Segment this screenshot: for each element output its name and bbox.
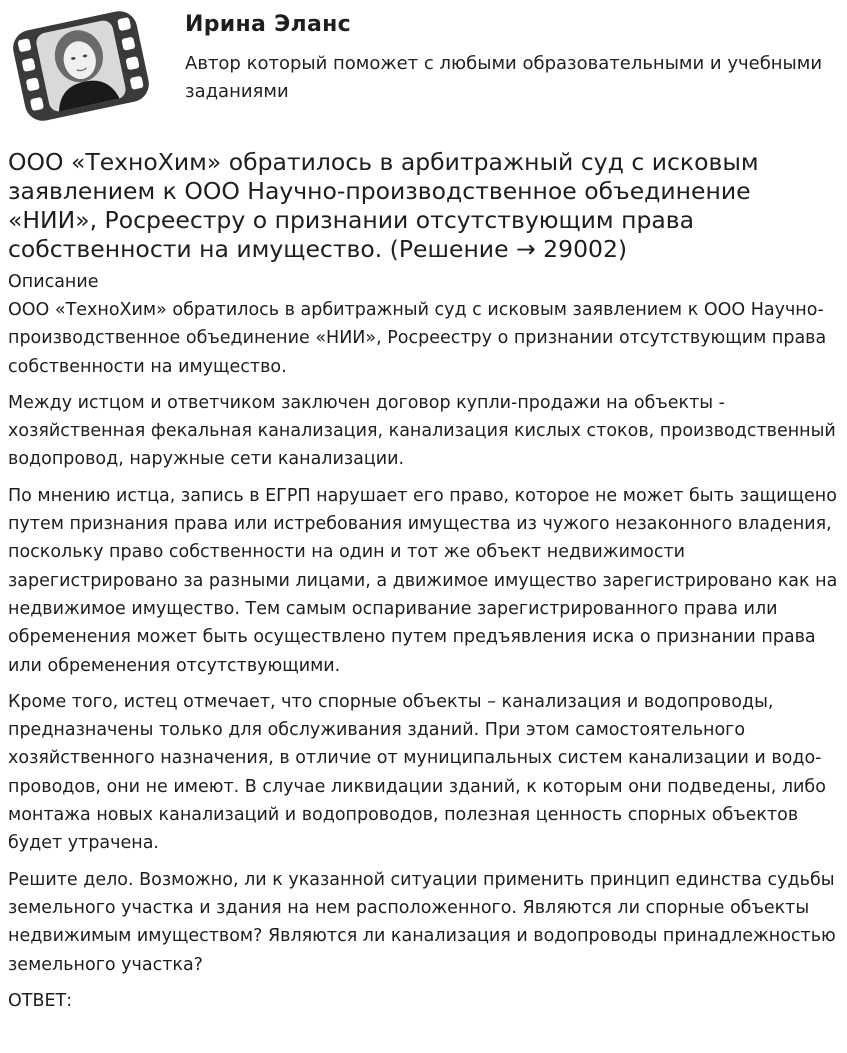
paragraph: Решите дело. Возможно, ли к указанной ситуации применить принцип единства судьбы земельного участка и здания на нем расположенного. Являются ли спорные объекты недвижимым имуществом? Являются ли канализация и водопроводы принадлежностью земельного участка? xyxy=(8,869,836,975)
description-label: Описание xyxy=(8,272,99,292)
paragraph: ООО «ТехноХим» обратилось в арбитражный суд с исковым заявлением к ООО Научно-производственное объединение «НИИ», Росреестру о признании отсутствующим права собственности на имущество. xyxy=(8,300,827,377)
paragraph: По мнению истца, запись в ЕГРП нарушает его право, которое не может быть защищено путем признания права или истребования имущества из чужого незаконного владения, поскольку право собственности на один и тот же объект недвижимости зарегистрировано за разными лицами, а движимое имущество зарегистрировано как на недвижимое имущество. Тем самым оспаривание зарегистрированного права или обременения может быть осуществлено путем предъявления иска о признании права или обременения отсутствующими. xyxy=(8,485,838,676)
author-bio: Автор который поможет с любыми образовательными и учебными заданиями xyxy=(185,53,823,102)
author-name[interactable]: Ирина Эланс xyxy=(185,12,351,37)
article xyxy=(8,148,844,1015)
paragraph: Кроме того, истец отмечает, что спорные объекты – канализация и водопроводы, предназначены только для обслуживания зданий. При этом самостоятельного хозяйственного назначения, в отличие от муниципальных систем канализации и водо- проводов, они не имеют. В случае ликвидации зданий, к которым они подведены, либо монтажа новых канализаций и водопроводов, полезная ценность спорных объектов будет утрачена. xyxy=(8,691,826,854)
paragraph: Между истцом и ответчиком заключен договор купли-продажи на объекты - хозяйственная фекальная канализация, канализация кислых стоков, производственный водопровод, наружные сети канализации. xyxy=(8,392,836,470)
answer-label: ОТВЕТ: xyxy=(8,990,73,1011)
filmstrip-portrait-avatar-icon xyxy=(6,6,156,126)
article-title: ООО «ТехноХим» обратилось в арбитражный суд с исковым заявлением к ООО Научно-производственное объединение «НИИ», Росреестру о признании отсутствующим права собственности на имущество. (Решение → 29002) xyxy=(8,148,759,263)
author-card xyxy=(0,0,847,140)
